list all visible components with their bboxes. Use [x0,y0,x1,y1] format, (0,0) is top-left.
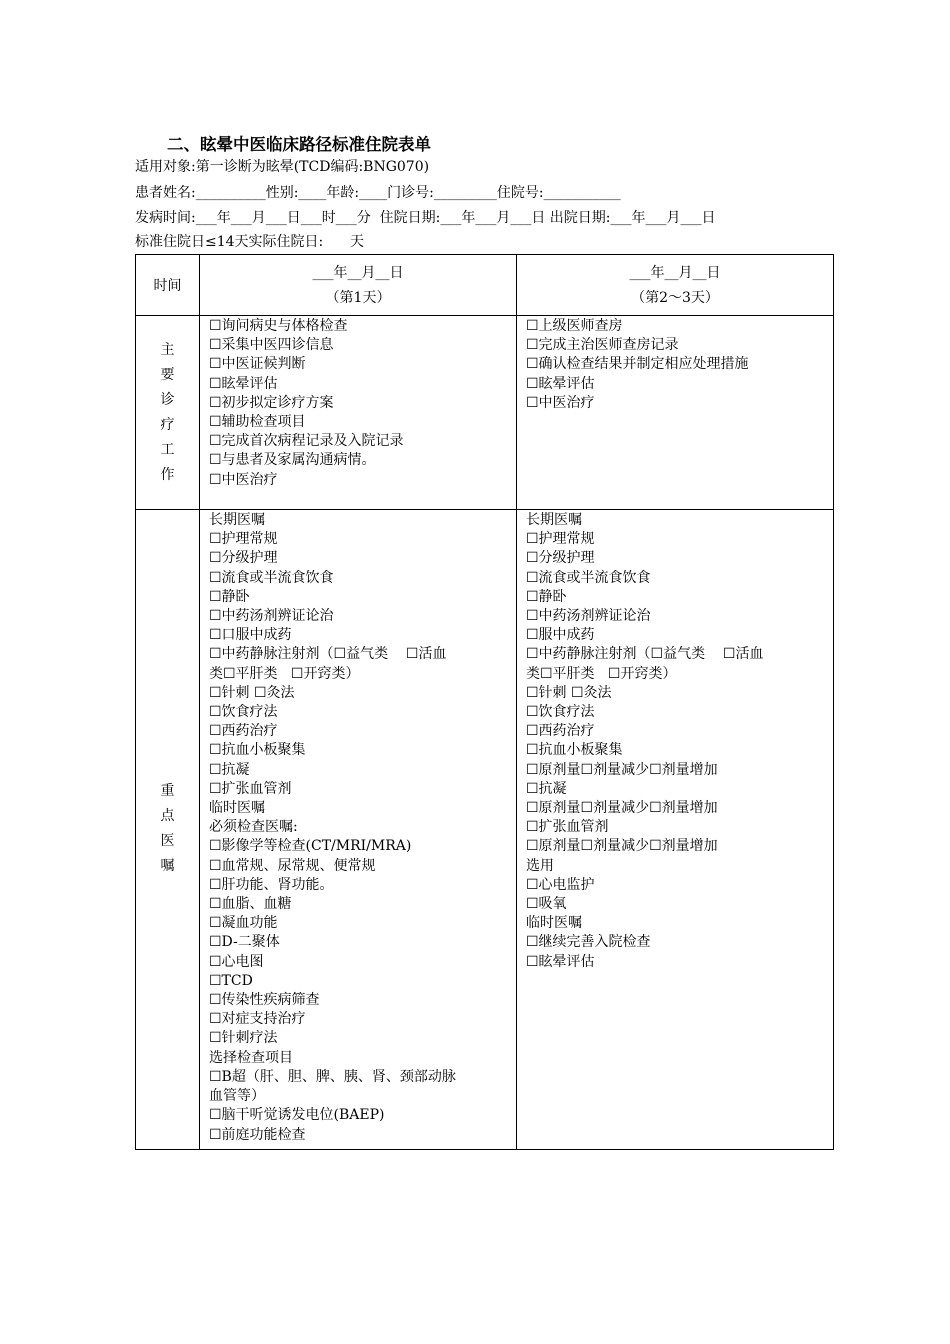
list-item: ☐中药汤剂辨证论治 [209,608,334,625]
list-item: ☐扩张血管剂 [526,819,609,836]
main-work-label-cell [136,316,200,510]
list-item: ☐中医证候判断 [209,356,306,373]
list-item: ☐护理常规 [526,531,595,548]
header-patient-info: 患者姓名:__________性别:____年龄:____门诊号:_________住院号:___________ [135,185,621,201]
list-item: ☐饮食疗法 [526,704,595,721]
list-item: ☐眩晕评估 [209,375,278,392]
list-item: ☐原剂量☐剂量减少☐剂量增加 [526,800,718,817]
list-item: ☐继续完善入院检查 [526,934,651,951]
list-item: 类☐平肝类 ☐开窍类） [209,665,360,682]
list-item: ☐中药静脉注射剂（☐益气类 ☐活血 [209,646,447,663]
list-item: 临时医嘱 [526,915,582,932]
main-work-label-char: 工 [160,441,175,458]
main-work-day2-list [517,316,833,417]
list-item: ☐传染性疾病筛查 [209,992,320,1009]
list-item: ☐针刺 ☐灸法 [526,684,612,701]
list-item: 长期医嘱 [209,512,265,528]
page-title: 二、眩晕中医临床路径标准住院表单 [167,135,431,154]
list-item: ☐西药治疗 [209,723,278,740]
list-item: ☐对症支持治疗 [209,1011,306,1028]
day1-date: ___年__月__日 [312,265,404,281]
day1-label: （第1天） [325,290,391,306]
list-item: ☐护理常规 [209,531,278,548]
list-item: ☐原剂量☐剂量减少☐剂量增加 [526,838,718,855]
list-item: ☐抗血小板聚集 [209,742,306,759]
list-item: ☐脑干听觉诱发电位(BAEP) [209,1107,385,1124]
main-work-label-char: 主 [160,341,175,358]
list-item: ☐中药汤剂辨证论治 [526,608,651,625]
list-item: ☐西药治疗 [526,723,595,740]
key-orders-label-char: 重 [160,783,175,800]
main-work-label-char: 要 [160,366,175,383]
list-item: ☐流食或半流食饮食 [526,569,651,586]
list-item: ☐血脂、血糖 [209,896,292,913]
key-orders-label-char: 点 [160,808,175,825]
list-item: ☐服中成药 [526,627,595,644]
list-item: ☐扩张血管剂 [209,780,292,797]
key-orders-label [136,779,199,879]
key-orders-day1-list [200,510,516,1149]
header-applicable-target: 适用对象:第一诊断为眩晕(TCD编码:BNG070) [135,159,430,175]
list-item: ☐原剂量☐剂量减少☐剂量增加 [526,761,718,778]
list-item: ☐吸氧 [526,896,567,913]
list-item: ☐完成主治医师查房记录 [526,337,679,354]
list-item: ☐针刺疗法 [209,1030,278,1047]
list-item: 类☐平肝类 ☐开窍类） [526,665,677,682]
list-item: ☐采集中医四诊信息 [209,337,334,354]
main-work-label-char: 作 [160,466,175,483]
main-work-label-char: 诊 [160,391,175,408]
list-item: ☐B超（肝、胆、脾、胰、肾、颈部动脉 [209,1068,456,1085]
key-orders-label-char: 医 [160,833,175,850]
day1-header-cell [200,255,517,316]
table-row-time [136,255,834,316]
day2-label: （第2～3天） [631,290,719,306]
key-orders-day1-cell [200,510,517,1150]
list-item: ☐口服中成药 [209,627,292,644]
pathway-table [135,254,834,1150]
day2-header-cell [517,255,834,316]
list-item: ☐饮食疗法 [209,704,278,721]
list-item: ☐肝功能、肾功能。 [209,876,334,893]
list-item: ☐凝血功能 [209,915,278,932]
list-item: ☐中药静脉注射剂（☐益气类 ☐活血 [526,646,764,663]
list-item: ☐TCD [209,972,253,989]
list-item: ☐上级医师查房 [526,318,623,334]
main-work-label-char: 疗 [160,416,175,433]
list-item: ☐初步拟定诊疗方案 [209,394,334,411]
list-item: ☐抗血小板聚集 [526,742,623,759]
list-item: ☐针刺 ☐灸法 [209,684,295,701]
list-item: ☐抗凝 [526,780,567,797]
list-item: ☐静卧 [526,588,567,605]
table-row-key-orders [136,510,834,1150]
time-label-cell [136,255,200,316]
list-item: 长期医嘱 [526,512,582,528]
list-item: ☐心电图 [209,953,264,970]
list-item: ☐D-二聚体 [209,934,280,951]
header-dates: 发病时间:___年___月___日___时___分 住院日期:___年___月___日 出院日期:___年___月___日 [135,210,716,226]
list-item: ☐血常规、尿常规、便常规 [209,857,376,874]
day2-date: ___年__月__日 [629,265,721,281]
list-item: ☐与患者及家属沟通病情。 [209,452,376,469]
key-orders-label-char: 嘱 [160,858,175,875]
list-item: ☐辅助检查项目 [209,414,306,431]
list-item: ☐眩晕评估 [526,375,595,392]
list-item: ☐分级护理 [209,550,278,567]
main-work-day1-list [200,316,516,494]
main-work-day2-cell [517,316,834,510]
list-item: ☐分级护理 [526,550,595,567]
list-item: ☐抗凝 [209,761,250,778]
main-work-label [136,338,199,488]
list-item: ☐影像学等检查(CT/MRI/MRA) [209,838,412,855]
list-item: ☐流食或半流食饮食 [209,569,334,586]
list-item: 选用 [526,857,554,874]
table-row-main-work [136,316,834,510]
list-item: ☐询问病史与体格检查 [209,318,348,334]
key-orders-label-cell [136,510,200,1150]
list-item: 必须检查医嘱: [209,819,298,836]
list-item: ☐前庭功能检查 [209,1126,306,1143]
list-item: 临时医嘱 [209,800,265,817]
list-item: ☐完成首次病程记录及入院记录 [209,433,404,450]
list-item: ☐心电监护 [526,876,595,893]
list-item: ☐中医治疗 [526,394,595,411]
list-item: ☐确认检查结果并制定相应处理措施 [526,356,749,373]
key-orders-day2-list [517,510,833,976]
main-work-day1-cell [200,316,517,510]
time-label: 时间 [153,278,182,294]
list-item: 选择检查项目 [209,1049,293,1066]
key-orders-day2-cell [517,510,834,1150]
list-item: ☐中医治疗 [209,471,278,488]
list-item: 血管等） [209,1088,265,1105]
list-item: ☐静卧 [209,588,250,605]
header-standard-stay: 标准住院日≤14天实际住院日: 天 [135,234,364,250]
list-item: ☐眩晕评估 [526,953,595,970]
